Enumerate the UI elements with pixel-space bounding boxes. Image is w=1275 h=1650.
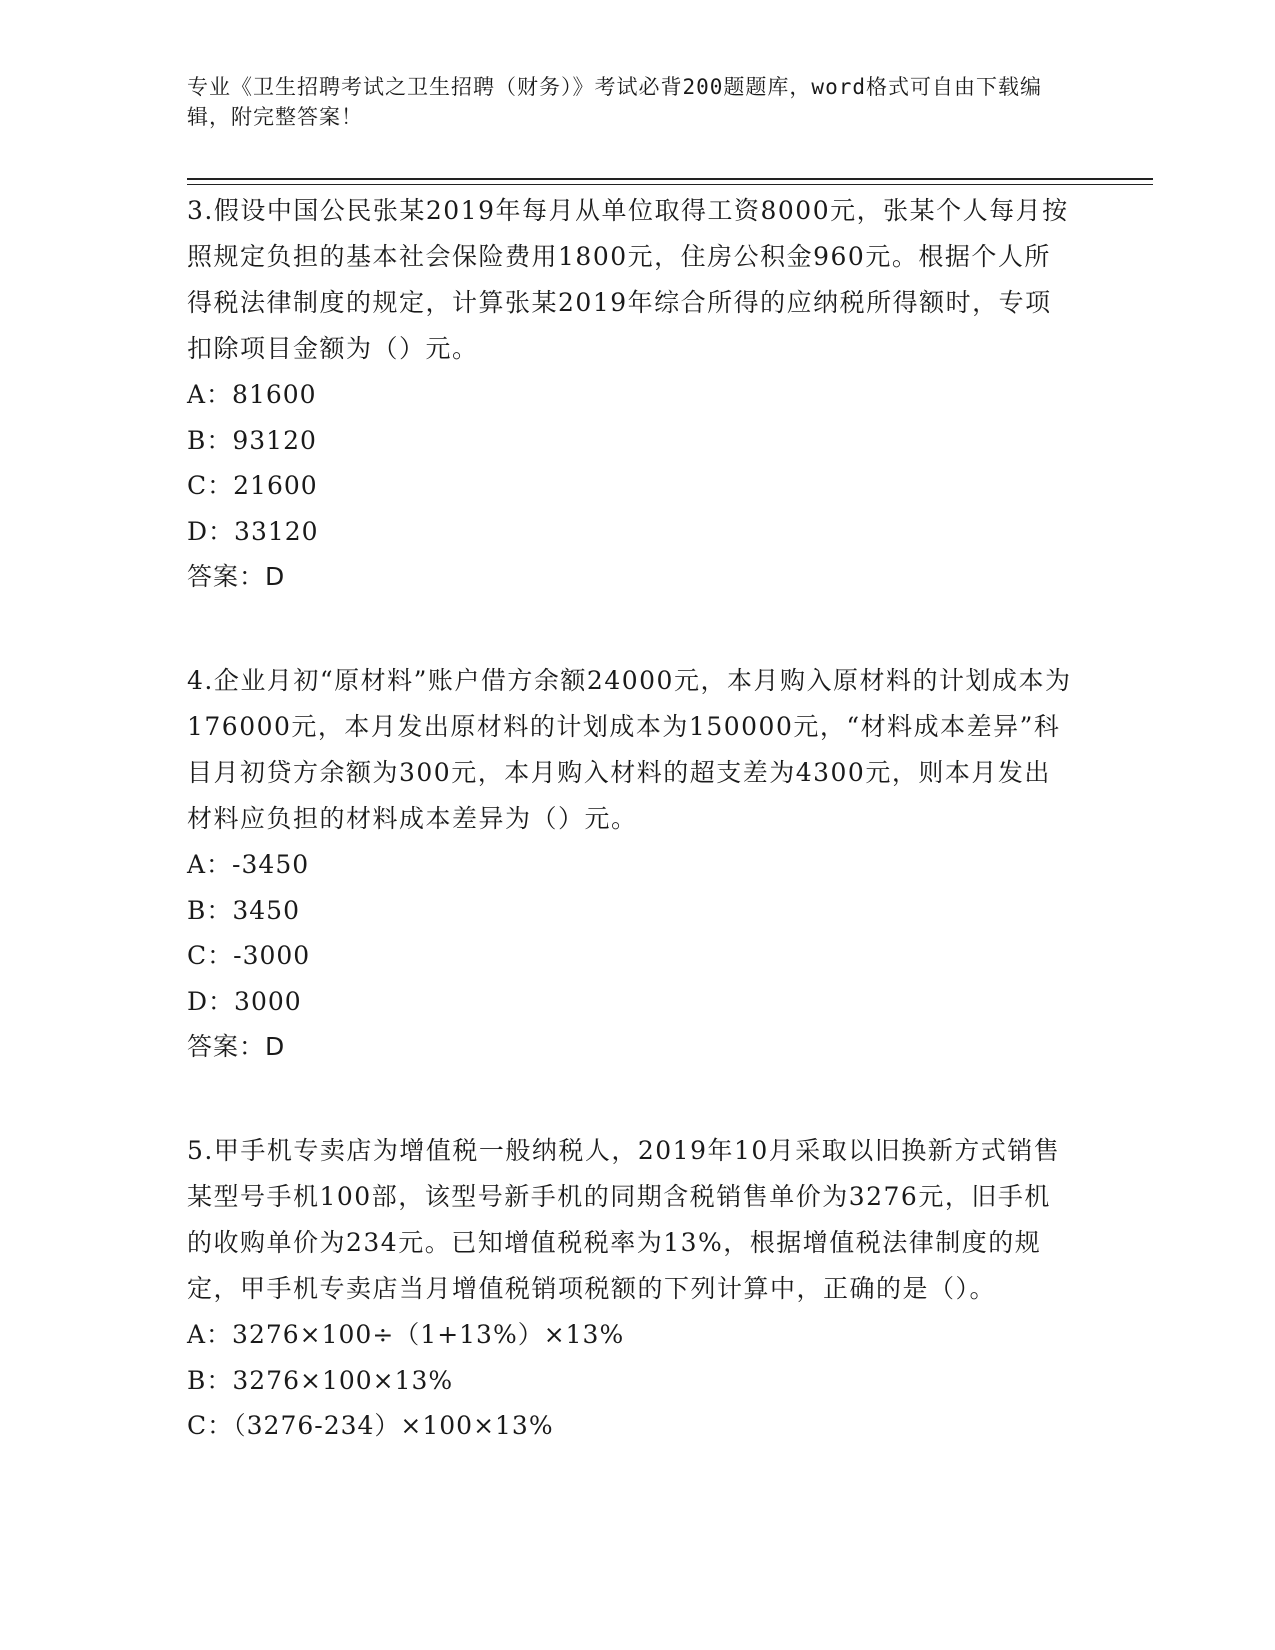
- option-c: C：-3000: [187, 941, 311, 970]
- question-5: [187, 1128, 1077, 1449]
- option-d: D：3000: [187, 986, 302, 1016]
- option-c: C：（3276-234）×100×13%: [187, 1411, 554, 1440]
- question-list: [187, 188, 1077, 1449]
- question-3: [187, 188, 1077, 600]
- option-a: A：3276×100÷（1+13%）×13%: [187, 1320, 625, 1349]
- question-4: [187, 658, 1077, 1070]
- answer: 答案：D: [187, 1032, 286, 1061]
- answer: 答案：D: [187, 562, 286, 591]
- option-b: B：93120: [187, 425, 317, 455]
- header-divider-thick: [187, 178, 1153, 180]
- option-a: A：81600: [187, 380, 317, 409]
- option-d: D：33120: [187, 516, 319, 546]
- option-b: B：3450: [187, 895, 300, 925]
- question-stem: 4.企业月初“原材料”账户借方余额24000元，本月购入原材料的计划成本为176000元，本月发出原材料的计划成本为150000元，“材料成本差异”科目月初贷方余额为300元，本月购入材料的超支差为4300元，则本月发出材料应负担的材料成本差异为（）元。: [187, 666, 1072, 833]
- option-a: A：-3450: [187, 850, 310, 879]
- question-stem: 5.甲手机专卖店为增值税一般纳税人，2019年10月采取以旧换新方式销售某型号手机100部，该型号新手机的同期含税销售单价为3276元，旧手机的收购单价为234元。已知增值税税率为13%，根据增值税法律制度的规定，甲手机专卖店当月增值税销项税额的下列计算中，正确的是（）。: [187, 1136, 1061, 1303]
- question-stem: 3.假设中国公民张某2019年每月从单位取得工资8000元，张某个人每月按照规定负担的基本社会保险费用1800元，住房公积金960元。根据个人所得税法律制度的规定，计算张某2019年综合所得的应纳税所得额时，专项扣除项目金额为（）元。: [187, 196, 1069, 363]
- header-divider-thin: [187, 184, 1153, 185]
- option-b: B：3276×100×13%: [187, 1365, 454, 1395]
- document-header: 专业《卫生招聘考试之卫生招聘（财务）》考试必背200题题库，word格式可自由下载编辑，附完整答案！: [187, 75, 1042, 129]
- option-c: C：21600: [187, 471, 318, 500]
